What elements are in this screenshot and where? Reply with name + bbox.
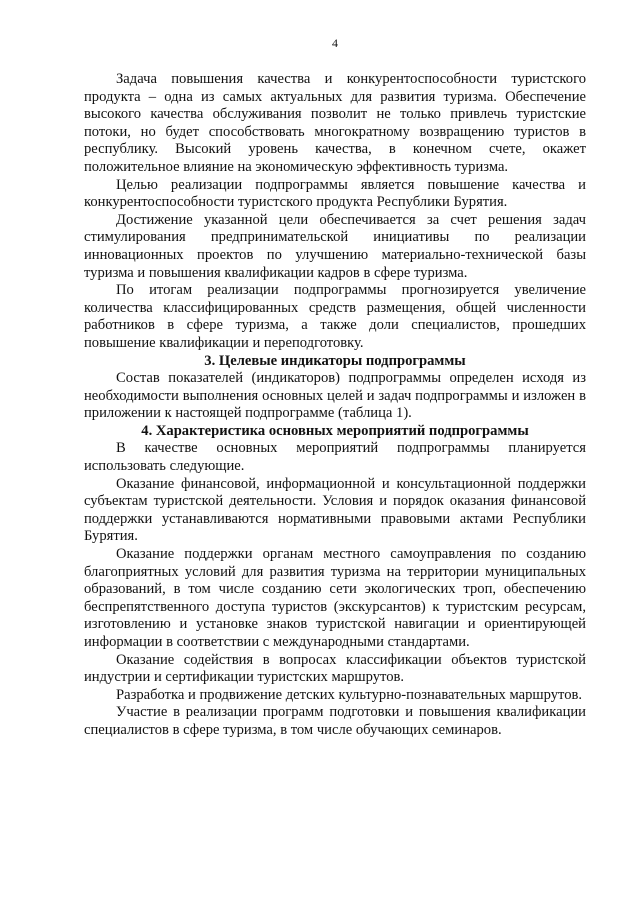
section-3-heading: 3. Целевые индикаторы подпрограммы bbox=[204, 352, 466, 369]
paragraph: Оказание содействия в вопросах классификации объектов туристской индустрии и сертификации туристских маршрутов. bbox=[84, 651, 586, 686]
paragraph: Оказание поддержки органам местного самоуправления по созданию благоприятных условий для развития туризма на территории муниципальных образований, в том числе созданию сети экологических троп, обеспечению беспрепятственного доступа туристов (экскурсантов) к туристским ресурсам, изготовлению и установке знаков туристской навигации и ориентирующей информации в соответствии с международными стандартами. bbox=[84, 546, 586, 650]
paragraph: В качестве основных мероприятий подпрограммы планируется использовать следующие. bbox=[84, 440, 586, 475]
section-4-body bbox=[84, 440, 586, 739]
paragraph: Целью реализации подпрограммы является повышение качества и конкурентоспособности туристского продукта Республики Бурятия. bbox=[84, 176, 586, 211]
paragraph: Оказание финансовой, информационной и консультационной поддержки субъектам туристской деятельности. Условия и порядок оказания финансовой поддержки устанавливаются нормативными правовыми актами Республики Бурятия. bbox=[84, 475, 586, 545]
page-number: 4 bbox=[332, 36, 338, 50]
section-2-body bbox=[84, 71, 586, 353]
paragraph: Задача повышения качества и конкурентоспособности туристского продукта – одна из самых актуальных для развития туризма. Обеспечение высокого качества обслуживания позволит не только привлечь туристские потоки, но будет способствовать многократному возвращению туристов в республику. Высокий уровень качества, в конечном счете, окажет положительное влияние на экономическую эффективность туризма. bbox=[84, 71, 586, 175]
paragraph: Участие в реализации программ подготовки и повышения квалификации специалистов в сфере туризма, в том числе обучающих семинаров. bbox=[84, 704, 586, 738]
section-3-body bbox=[84, 370, 586, 423]
paragraph: По итогам реализации подпрограммы прогнозируется увеличение количества классифицированных средств размещения, общей численности работников в сфере туризма, а также доли специалистов, прошедших повышение квалификации и переподготовку. bbox=[84, 282, 586, 351]
section-4-heading: 4. Характеристика основных мероприятий подпрограммы bbox=[141, 422, 529, 439]
paragraph: Достижение указанной цели обеспечивается за счет решения задач стимулирования предпринимательской инициативы по реализации инновационных проектов по улучшению материально-технической базы туризма и повышения квалификации кадров в сфере туризма. bbox=[84, 211, 586, 281]
paragraph: Состав показателей (индикаторов) подпрограммы определен исходя из необходимости выполнения основных целей и задач подпрограммы и изложен в приложении к настоящей подпрограмме (таблица 1). bbox=[84, 370, 586, 422]
paragraph: Разработка и продвижение детских культурно-познавательных маршрутов. bbox=[116, 686, 583, 703]
